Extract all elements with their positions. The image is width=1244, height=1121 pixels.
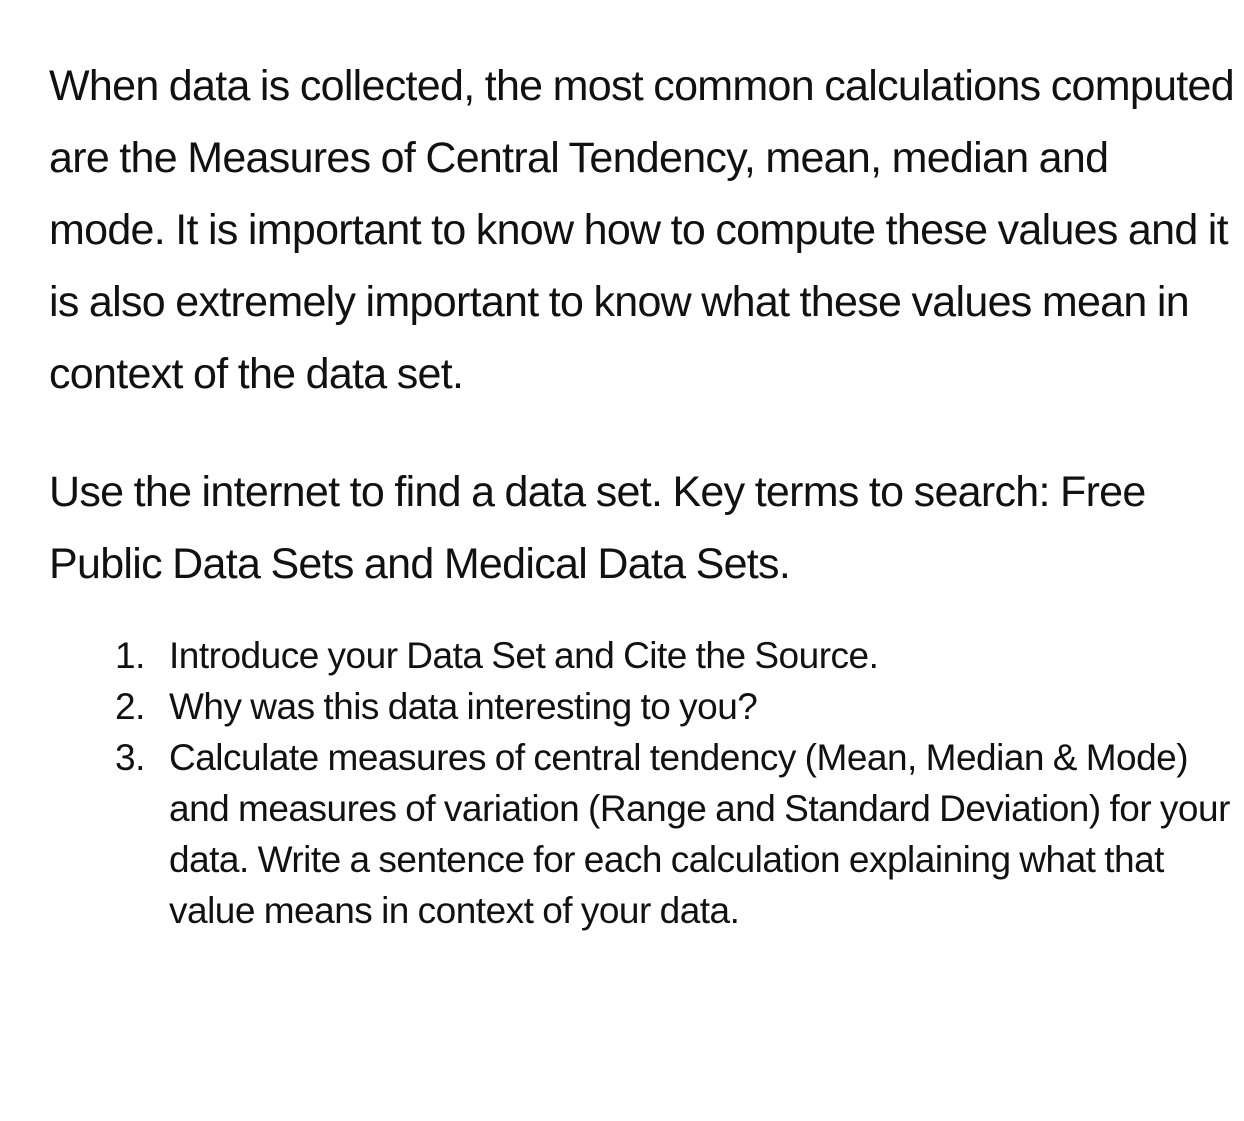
task-text: Why was this data interesting to you?	[169, 686, 758, 727]
task-list	[49, 630, 1234, 936]
task-item	[49, 630, 1234, 681]
task-item	[49, 681, 1234, 732]
task-number: 3.	[115, 737, 145, 778]
task-item	[49, 732, 1234, 936]
task-number: 2.	[115, 686, 145, 727]
instructions-paragraph: Use the internet to find a data set. Key terms to search: Free Public Data Sets and Medical Data Sets.	[49, 468, 1146, 588]
task-number: 1.	[115, 635, 145, 676]
intro-paragraph: When data is collected, the most common calculations computed are the Measures of Central Tendency, mean, median and mode. It is important to know how to compute these values and it is also extremely important to know what these values mean in context of the data set.	[49, 62, 1234, 398]
task-text: Calculate measures of central tendency (Mean, Median & Mode) and measures of variation (Range and Standard Deviation) for your data. Write a sentence for each calculation explaining what that value means in context of your data.	[169, 737, 1230, 931]
task-text: Introduce your Data Set and Cite the Source.	[169, 635, 879, 676]
assignment-document	[49, 50, 1234, 936]
